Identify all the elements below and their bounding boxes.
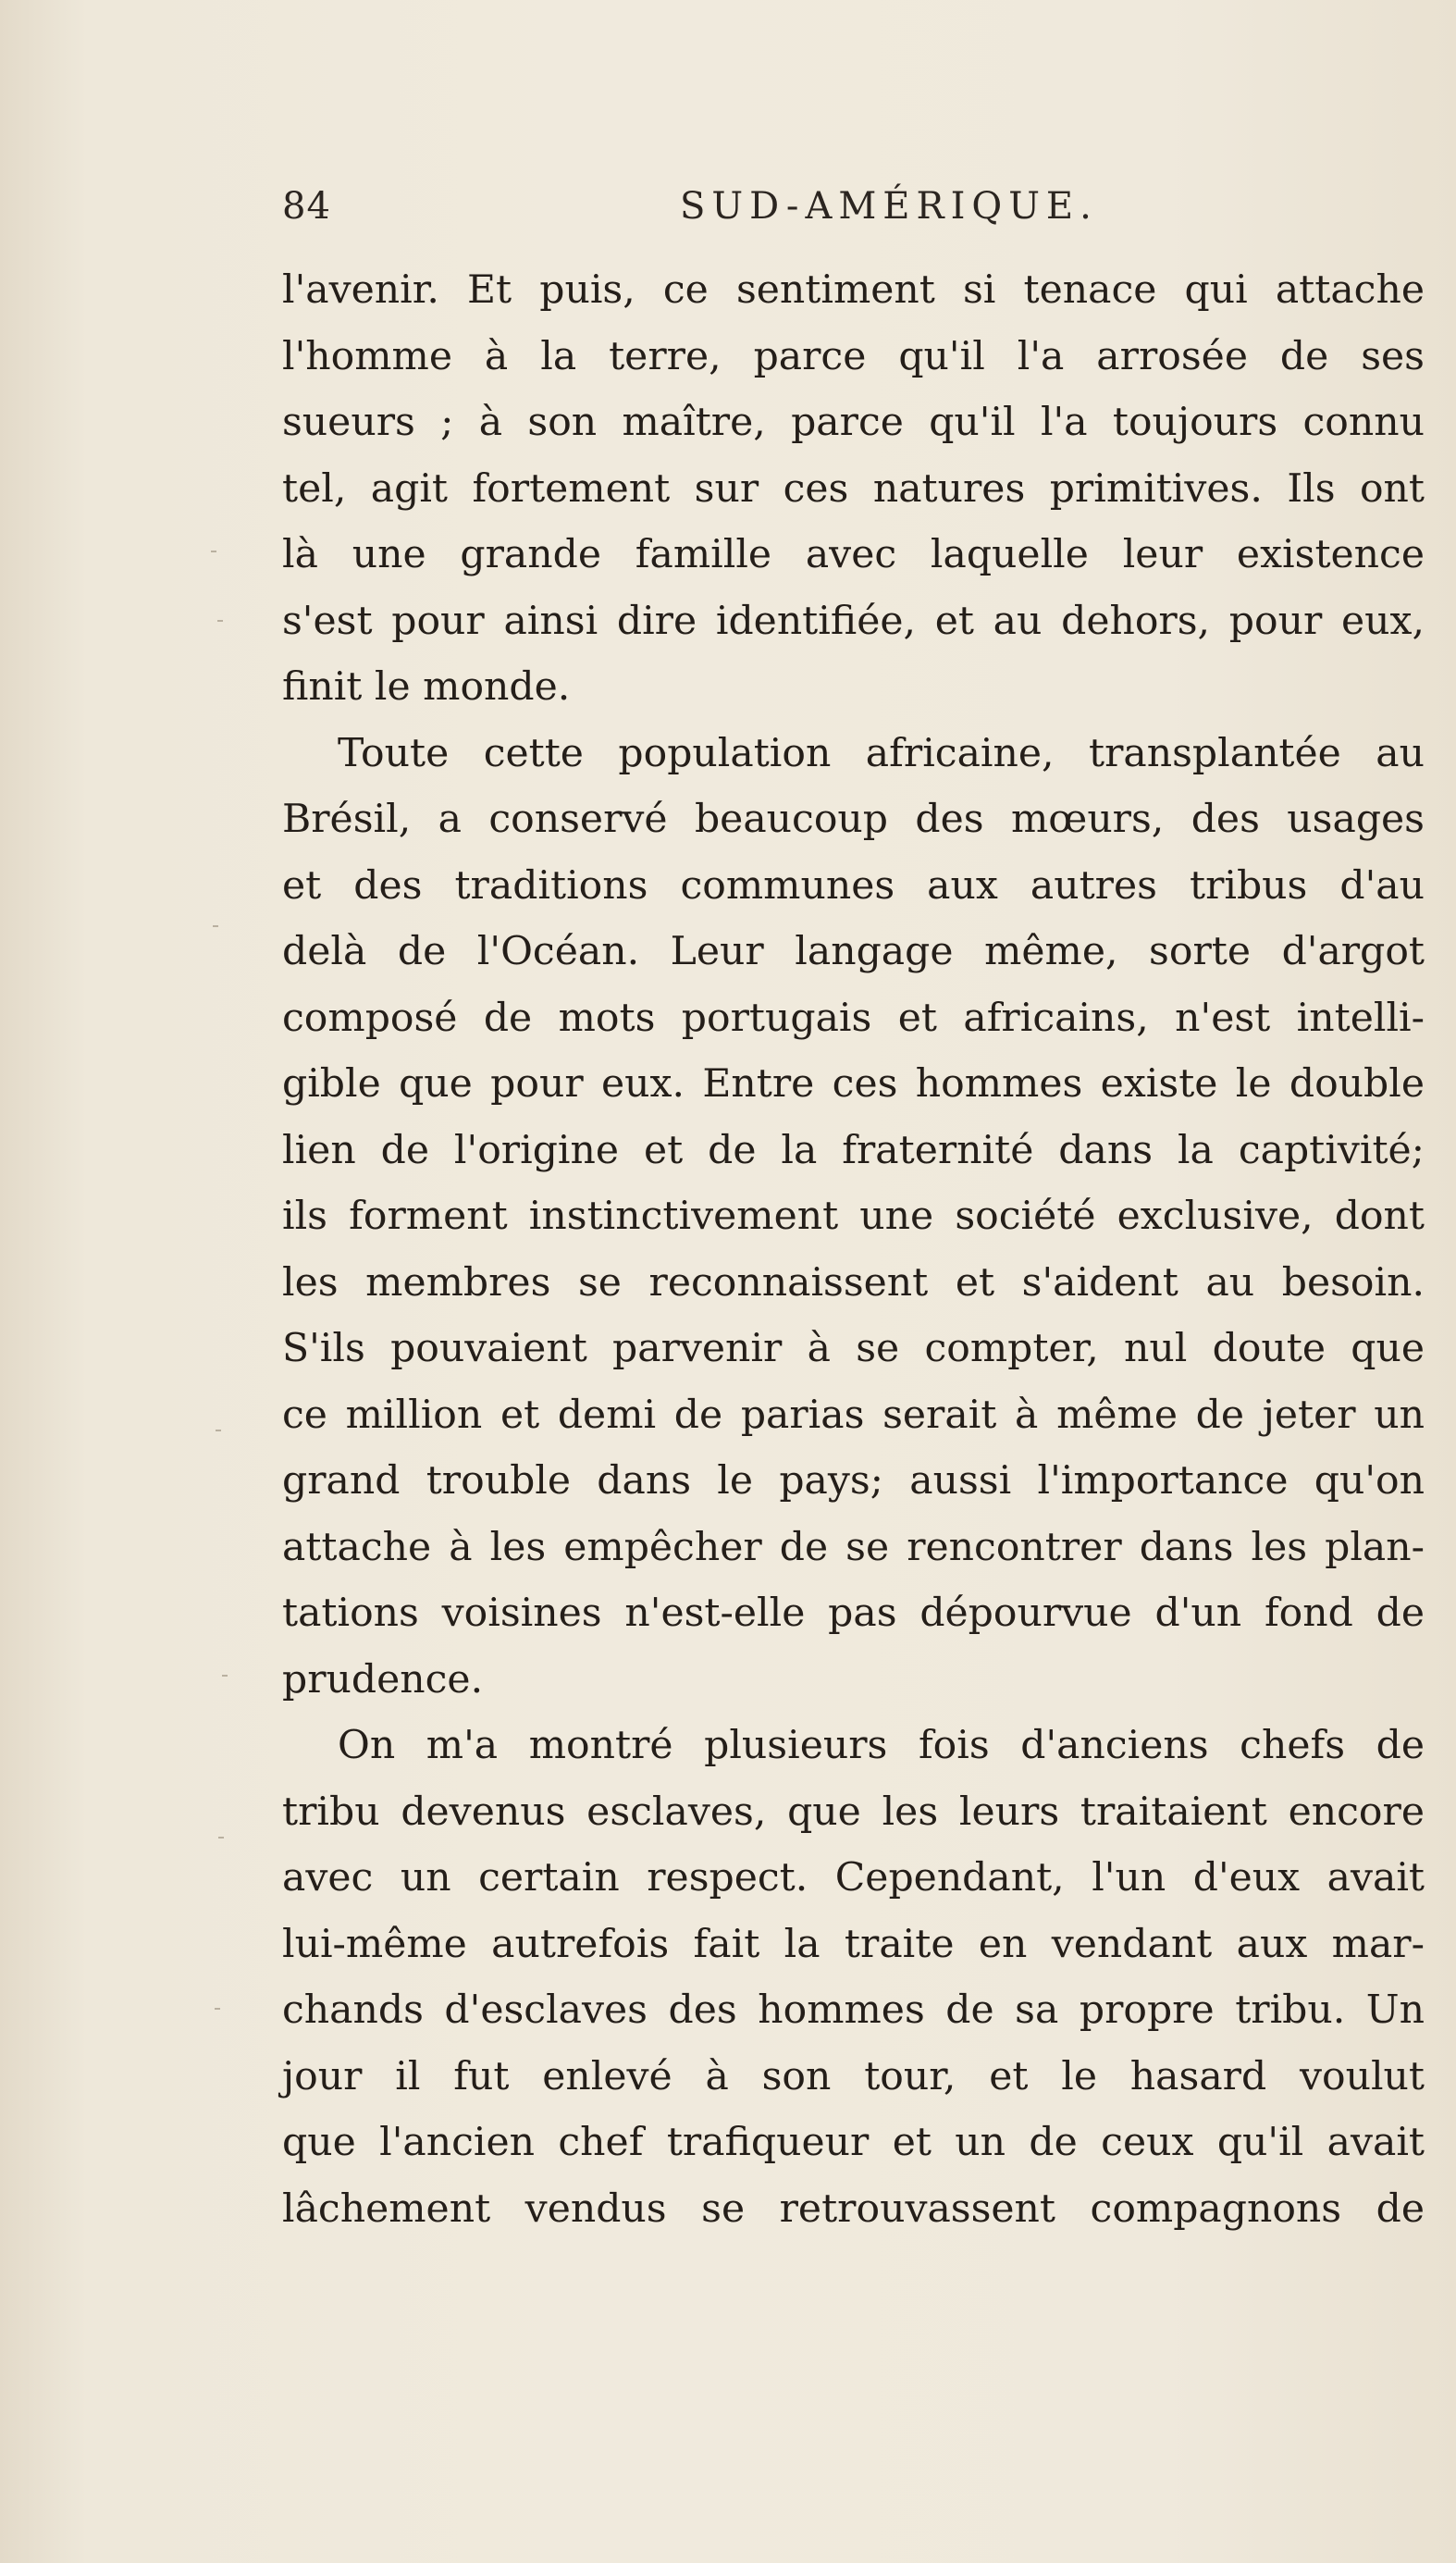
text-line: tations voisines n'est-elle pas dépourvue d'un fond de — [282, 1591, 1425, 1636]
text-line: les membres se reconnaissent et s'aident au besoin. — [282, 1259, 1425, 1306]
running-title: SUD-AMÉRIQUE. — [680, 185, 1098, 228]
text-line: On m'a montré plusieurs fois d'anciens chefs de — [338, 1723, 1425, 1768]
text-line: l'homme à la terre, parce qu'il l'a arrosée de ses — [282, 333, 1425, 379]
text-line: s'est pour ainsi dire identifiée, et au dehors, pour eux, — [282, 598, 1425, 644]
text-line: tribu devenus esclaves, que les leurs traitaient encore — [282, 1789, 1425, 1835]
text-line: que l'ancien chef trafiqueur et un de ceux qu'il avait — [282, 2120, 1425, 2165]
text-line: S'ils pouvaient parvenir à se compter, nul doute que — [282, 1326, 1425, 1371]
text-line: attache à les empêcher de se rencontrer dans les plan- — [282, 1524, 1425, 1570]
text-line: Toute cette population africaine, transplantée au — [338, 730, 1425, 776]
text-line: avec un certain respect. Cependant, l'un d'eux avait — [282, 1855, 1425, 1901]
text-line: lui-même autrefois fait la traite en vendant aux mar- — [282, 1921, 1425, 1967]
margin-speck — [215, 2008, 220, 2010]
margin-speck — [211, 551, 216, 552]
text-line: lâchement vendus se retrouvassent compagnons de — [282, 2185, 1425, 2232]
margin-speck — [217, 620, 223, 622]
margin-speck — [218, 1837, 224, 1839]
text-line: sueurs ; à son maître, parce qu'il l'a toujours connu — [282, 400, 1425, 445]
text-line: composé de mots portugais et africains, n'est intelli- — [282, 995, 1425, 1041]
text-line: ce million et demi de parias serait à même de jeter un — [282, 1392, 1425, 1438]
text-line: là une grande famille avec laquelle leur existence — [282, 532, 1425, 577]
text-line: delà de l'Océan. Leur langage même, sorte d'argot — [282, 929, 1425, 974]
text-line: lien de l'origine et de la fraternité dans la captivité; — [282, 1127, 1425, 1173]
text-line: jour il fut enlevé à son tour, et le hasard voulut — [282, 2053, 1425, 2099]
text-line: finit le monde. — [282, 664, 571, 710]
page-number: 84 — [282, 185, 331, 228]
text-line: gible que pour eux. Entre ces hommes existe le double — [282, 1061, 1425, 1107]
text-line: ils forment instinctivement une société exclusive, dont — [282, 1194, 1425, 1239]
body-text — [282, 257, 1425, 2242]
text-line: l'avenir. Et puis, ce sentiment si tenace qui attache — [282, 267, 1425, 313]
text-line: chands d'esclaves des hommes de sa propre tribu. Un — [282, 1987, 1425, 2033]
text-line: grand trouble dans le pays; aussi l'importance qu'on — [282, 1458, 1425, 1504]
margin-speck — [213, 925, 218, 927]
text-line: prudence. — [282, 1656, 484, 1702]
text-line: tel, agit fortement sur ces natures primitives. Ils ont — [282, 465, 1425, 512]
margin-speck — [222, 1675, 228, 1677]
text-line: Brésil, a conservé beaucoup des mœurs, des usages — [282, 797, 1425, 842]
page-header — [282, 185, 1425, 241]
margin-speck — [216, 1430, 221, 1431]
text-line: et des traditions communes aux autres tribus d'au — [282, 862, 1425, 909]
